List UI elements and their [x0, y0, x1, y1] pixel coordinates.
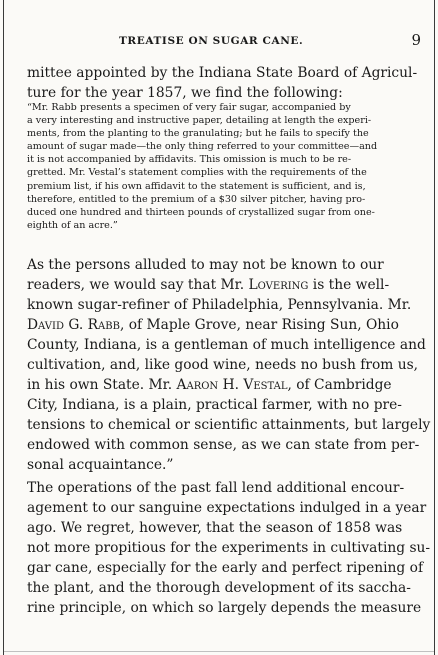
right-border-rule: [434, 0, 435, 655]
quote-line: premium list, if his own affidavit to the statement is sufficient, and is,: [27, 180, 366, 192]
person-name-rabb: David G. Rabb: [27, 317, 120, 333]
text-line: ture for the year 1857, we find the following:: [27, 85, 343, 101]
intro-paragraph: [27, 63, 419, 103]
running-head: [27, 31, 427, 53]
text-line: County, Indiana, is a gentleman of much intelligence and: [27, 337, 426, 353]
operations-paragraph: [27, 478, 431, 618]
text-line: City, Indiana, is a plain, practical farmer, with no pre-: [27, 397, 402, 413]
quote-line: amount of sugar made—the only thing referred to your committee—and: [27, 141, 378, 153]
persons-paragraph: [27, 255, 431, 475]
quote-line: ments, from the planting to the granulating; but he fails to specify the: [27, 128, 369, 140]
text-fragment: , of Maple Grove, near Rising Sun, Ohio: [119, 317, 399, 333]
text-line: The operations of the past fall lend additional encour-: [27, 480, 405, 496]
text-line: gar cane, especially for the early and perfect ripening of: [27, 560, 424, 576]
text-line: the plant, and the thorough development of its saccha-: [27, 580, 411, 596]
committee-quotation: [27, 101, 419, 232]
text-fragment: , of Cambridge: [287, 377, 392, 393]
text-line: [27, 275, 419, 295]
text-fragment: in his own State. Mr.: [27, 377, 177, 393]
quote-line: “Mr. Rabb presents a specimen of very fair sugar, accompanied by: [27, 102, 351, 113]
text-line: mittee appointed by the Indiana State Board of Agricul-: [27, 65, 418, 81]
text-line: ago. We regret, however, that the season of 1858 was: [27, 520, 403, 536]
text-fragment: is the well-: [308, 277, 390, 293]
text-fragment: readers, we would say that Mr.: [27, 277, 249, 293]
text-line: As the persons alluded to may not be known to our: [27, 257, 384, 273]
text-line: [27, 315, 419, 335]
text-line: sonal acquaintance.”: [27, 457, 174, 473]
quote-line: a very interesting and instructive paper, detailing at length the experi-: [27, 115, 372, 127]
quote-line: it is not accompanied by affidavits. This omission is much to be re-: [27, 154, 352, 166]
text-line: cultivation, and, like good wine, needs no bush from us,: [27, 357, 419, 373]
running-title: TREATISE ON SUGAR CANE.: [119, 35, 304, 47]
text-line: rine principle, on which so largely depends the measure: [27, 600, 422, 616]
text-line: known sugar-refiner of Philadelphia, Pennsylvania. Mr.: [27, 297, 412, 313]
quote-line: therefore, entitled to the premium of a $30 silver pitcher, having pro-: [27, 193, 366, 205]
text-line: endowed with common sense, as we can state from per-: [27, 437, 420, 453]
person-name-vestal: Aaron H. Vestal: [176, 377, 288, 393]
quote-line: eighth of an acre.”: [27, 219, 118, 231]
bottom-edge-rule: [4, 651, 434, 652]
quote-line: gretted. Mr. Vestal’s statement complies with the requirements of the: [27, 167, 367, 179]
text-line: agement to our sanguine expectations indulged in a year: [27, 500, 427, 516]
page-number: 9: [411, 31, 421, 49]
person-name-lovering: Lovering: [248, 277, 309, 293]
text-line: not more propitious for the experiments in cultivating su-: [27, 540, 431, 556]
text-line: [27, 375, 419, 395]
quote-line: duced one hundred and thirteen pounds of crystallized sugar from one-: [27, 206, 375, 218]
left-border-rule: [3, 0, 4, 655]
text-line: tensions to chemical or scientific attainments, but largely: [27, 417, 431, 433]
